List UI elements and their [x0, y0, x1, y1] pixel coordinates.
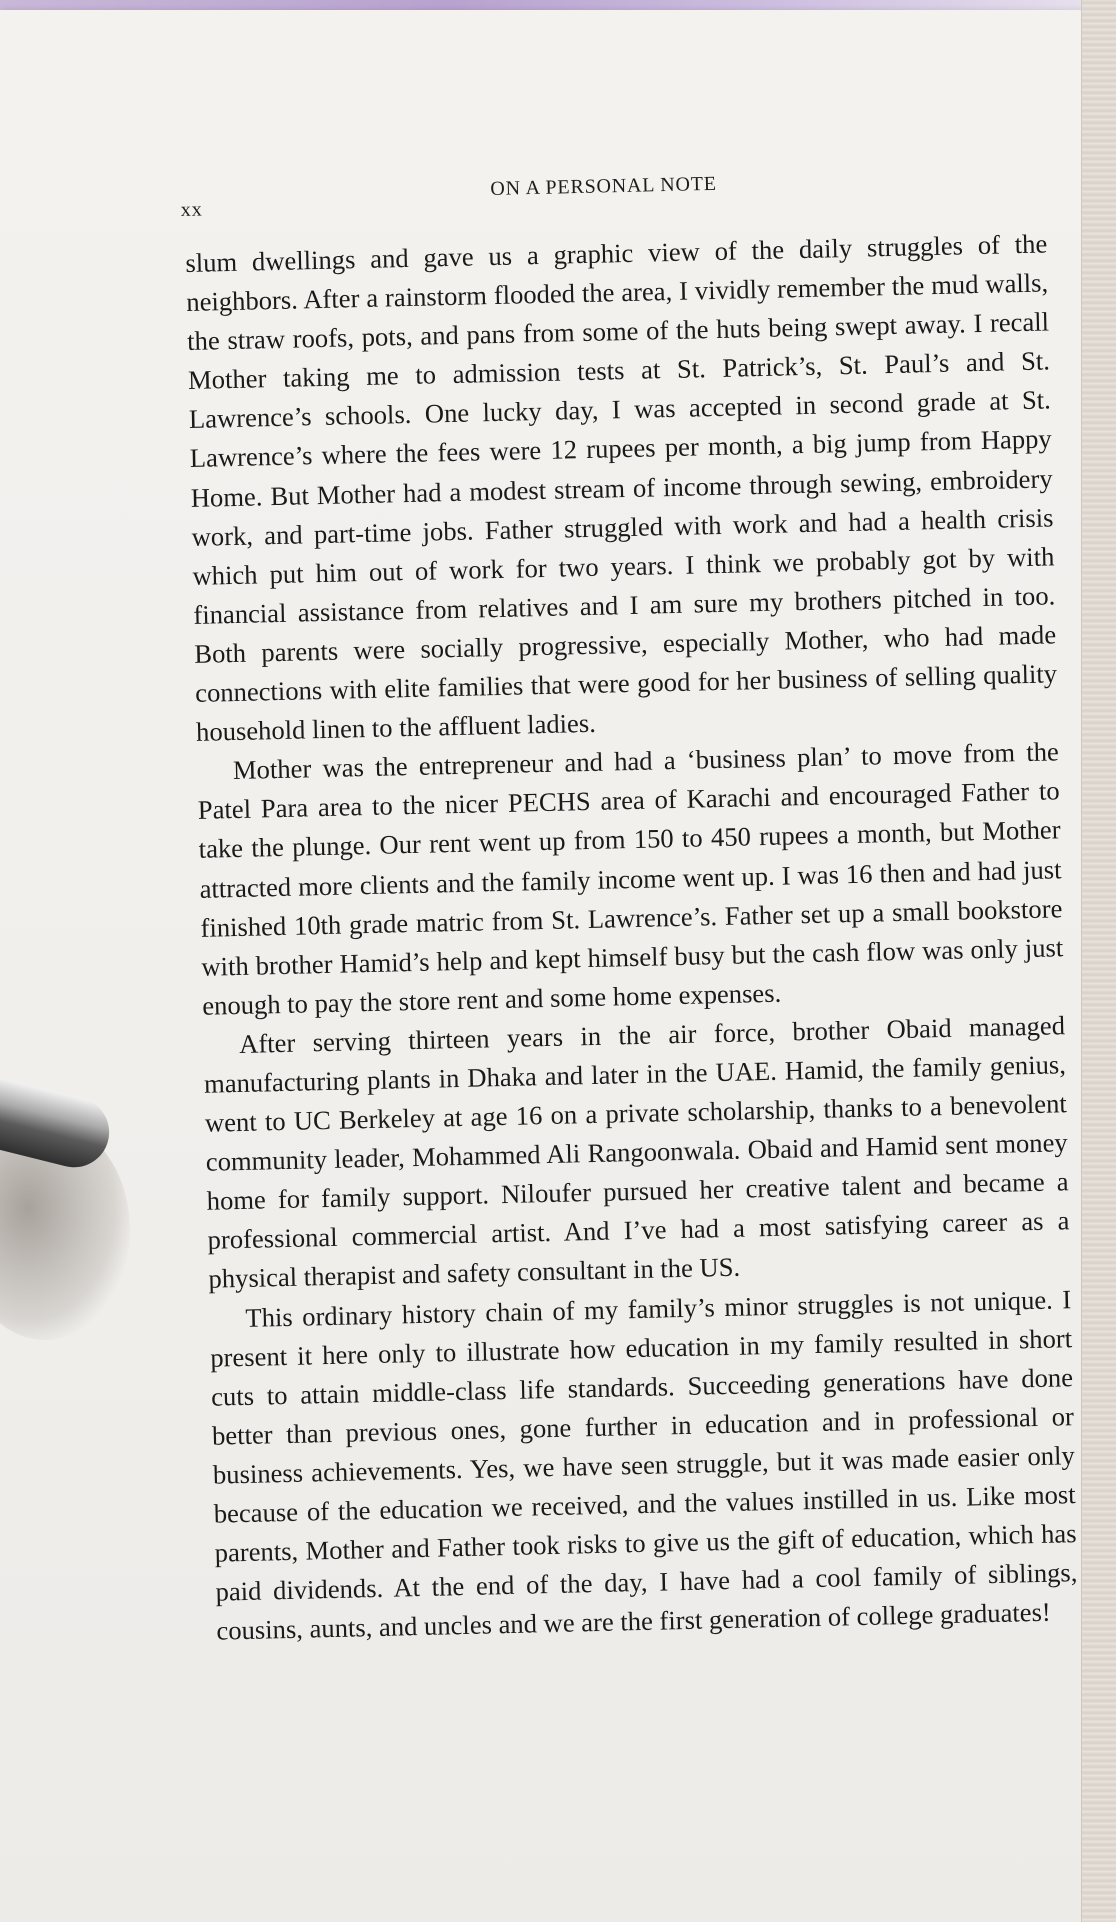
paragraph: Mother was the entrepreneur and had a ‘business plan’ to move from the Patel Para area to the nicer PECHS area of Karachi and encouraged Father to take the plunge. Our rent went up from 150 to 450 rupees a month, but Mother attracted more clients and the family income went up. I was 16 then and had just finished 10th grade matric from St. Lawrence’s. Father set up a small bookstore with brother Hamid’s help and kept himself busy but the cash flow was only just enough to pay the store rent and some home expenses. — [197, 736, 1064, 1021]
paragraph: slum dwellings and gave us a graphic view of the daily struggles of the neighbors. After a rainstorm flooded the area, I vividly remember the mud walls, the straw roofs, pots, and pans from some of the huts being swept away. I recall Mother taking me to admission tests at St. Patrick’s, St. Paul’s and St. Lawrence’s schools. One lucky day, I was accepted in second grade at St. Lawrence’s where the fees were 12 rupees per month, a big jump from Happy Home. But Mother had a modest stream of income through sewing, embroidery work, and part-time jobs. Father struggled with work and had a health crisis which put him out of work for two years. I think we probably got by with financial assistance from relatives and I am sure my brothers pitched in too. Both parents were socially progressive, especially Mother, who had made connections with elite families that were good for her business of selling quality household linen to the affluent ladies. — [185, 228, 1058, 747]
paragraph: This ordinary history chain of my family’s minor struggles is not unique. I present it here only to illustrate how education in my family resulted in short cuts to attain middle-class life standards. Succeeding generations have done better than previous ones, gone further in education and in professional or business achievements. Yes, we have seen struggle, but it was made easier only because of the education we received, and the values instilled in us. Like most parents, Mother and Father took risks to give us the gift of education, which has paid dividends. At the end of the day, I have had a cool family of siblings, cousins, aunts, and uncles and we are the first generation of college graduates! — [209, 1283, 1078, 1646]
page-number: xx — [180, 198, 204, 221]
paragraph: After serving thirteen years in the air force, brother Obaid managed manufacturing plants in Dhaka and later in the UAE. Hamid, the family genius, went to UC Berkeley at age 16 on a private scholarship, thanks to a benevolent community leader, Mohammed Ali Rangoonwala. Obaid and Hamid sent money home for family support. Niloufer pursued her creative talent and became a professional commercial artist. And I’ve had a most satisfying career as a physical therapist and safety consultant in the US. — [203, 1010, 1070, 1295]
page-edges — [1081, 0, 1116, 1922]
body-text — [185, 224, 1079, 1651]
running-head: ON A PERSONAL NOTE — [490, 172, 718, 200]
